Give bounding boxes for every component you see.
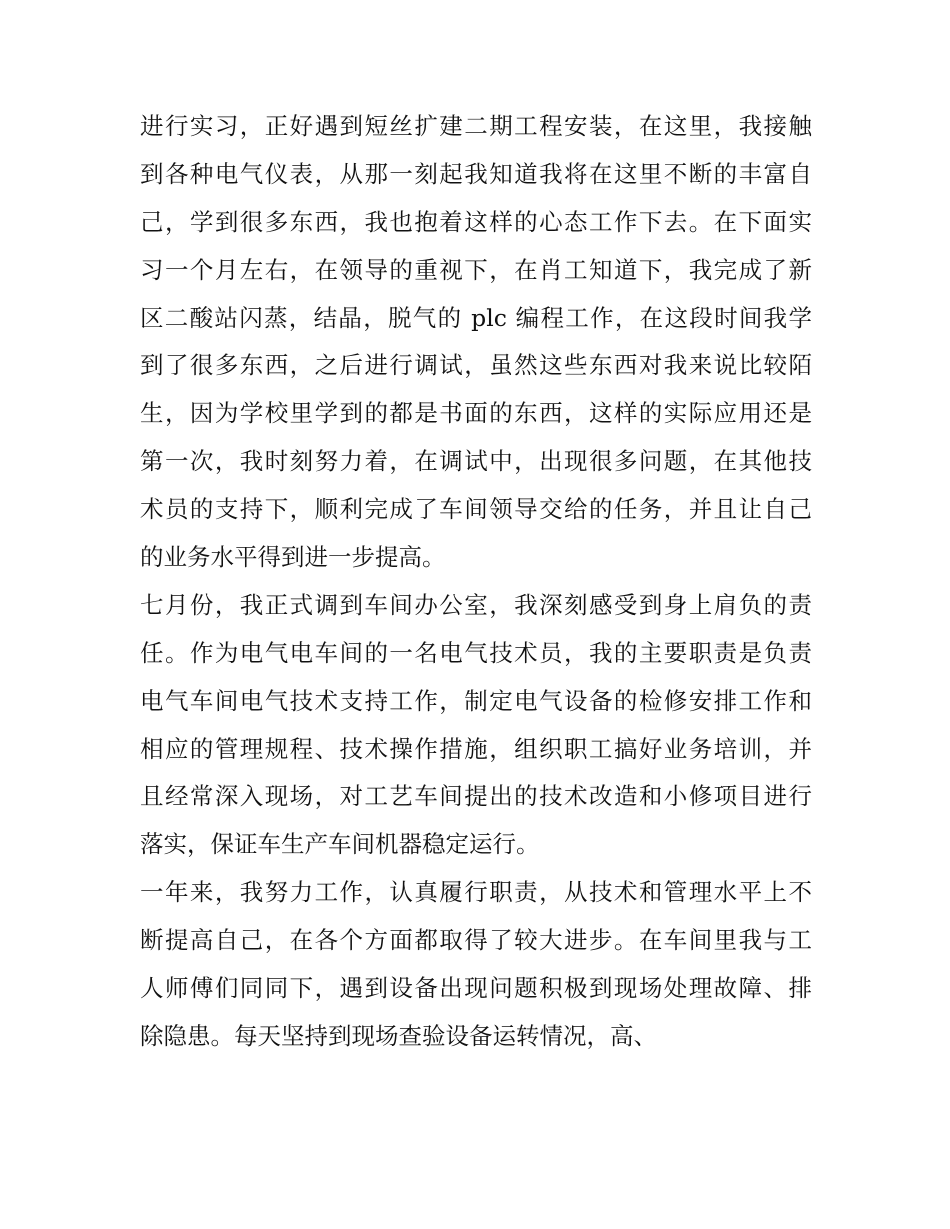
paragraph-2 bbox=[140, 582, 812, 869]
text-line: 电气车间电气技术支持工作，制定电气设备的检修安排工作和 bbox=[140, 686, 812, 715]
text-line: 落实，保证车生产车间机器稳定运行。 bbox=[140, 830, 540, 859]
text-line: 到各种电气仪表，从那一刻起我知道我将在这里不断的丰富自 bbox=[140, 159, 812, 188]
text-line: 的业务水平得到进一步提高。 bbox=[140, 543, 446, 572]
text-line: 区二酸站闪蒸，结晶，脱气的 plc 编程工作，在这段时间我学 bbox=[140, 303, 812, 332]
text-line: 且经常深入现场，对工艺车间提出的技术改造和小修项目进行 bbox=[140, 782, 812, 811]
document-body bbox=[140, 103, 812, 1061]
text-line: 到了很多东西，之后进行调试，虽然这些东西对我来说比较陌 bbox=[140, 351, 812, 380]
text-line: 术员的支持下，顺利完成了车间领导交给的任务，并且让自己 bbox=[140, 495, 812, 524]
paragraph-3 bbox=[140, 869, 812, 1061]
text-line: 己，学到很多东西，我也抱着这样的心态工作下去。在下面实 bbox=[140, 207, 812, 236]
text-line: 一年来，我努力工作，认真履行职责，从技术和管理水平上不 bbox=[140, 878, 812, 907]
text-line: 人师傅们同同下，遇到设备出现问题积极到现场处理故障、排 bbox=[140, 974, 812, 1003]
text-line: 习一个月左右，在领导的重视下，在肖工知道下，我完成了新 bbox=[140, 255, 812, 284]
text-line: 第一次，我时刻努力着，在调试中，出现很多问题，在其他技 bbox=[140, 447, 812, 476]
text-line: 相应的管理规程、技术操作措施，组织职工搞好业务培训，并 bbox=[140, 734, 812, 763]
text-line: 进行实习，正好遇到短丝扩建二期工程安装，在这里，我接触 bbox=[140, 112, 812, 140]
text-line: 除隐患。每天坚持到现场查验设备运转情况，高、 bbox=[140, 1021, 657, 1050]
text-line: 七月份，我正式调到车间办公室，我深刻感受到身上肩负的责 bbox=[140, 590, 812, 619]
text-line: 任。作为电气电车间的一名电气技术员，我的主要职责是负责 bbox=[140, 638, 812, 667]
text-line: 断提高自己，在各个方面都取得了较大进步。在车间里我与工 bbox=[140, 926, 812, 955]
paragraph-1 bbox=[140, 103, 812, 582]
text-line: 生，因为学校里学到的都是书面的东西，这样的实际应用还是 bbox=[140, 399, 812, 428]
